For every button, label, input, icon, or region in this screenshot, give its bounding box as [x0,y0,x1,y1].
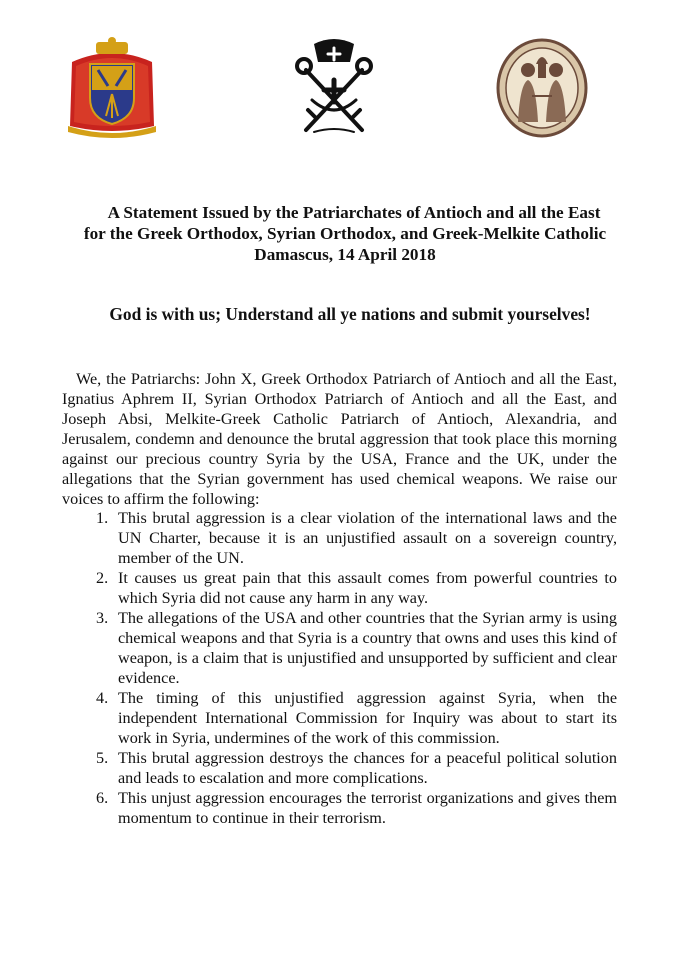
list-item [96,568,617,608]
points-list [96,508,617,828]
statement-title [60,202,630,265]
crowned-shield-icon [68,37,156,138]
list-text: This unjust aggression encourages the terrorist organizations and gives them momentum to continue in their terrorism. [118,789,617,827]
list-text: This brutal aggression is a clear violation of the international laws and the UN Charter, because it is an unjustified assault on a sovereign country, member of the UN. [118,509,617,567]
list-item [96,788,617,828]
list-number: 1. [96,509,109,527]
list-item [96,608,617,688]
list-item [96,688,617,748]
crossed-keys-mitre-icon [297,39,371,132]
title-line-1: A Statement Issued by the Patriarchates of Antioch and all the East [107,203,601,222]
melkite-catholic-seal [492,36,592,140]
list-text: It causes us great pain that this assault comes from powerful countries to which Syria did not cause any harm in any way. [118,569,617,607]
emblem-row [0,36,679,146]
title-line-2: for the Greek Orthodox, Syrian Orthodox, and Greek-Melkite Catholic [83,224,607,243]
list-item [96,748,617,788]
list-number: 4. [96,689,109,707]
intro-paragraph: We, the Patriarchs: John X, Greek Orthodox Patriarch of Antioch and all the East, Ignatius Aphrem II, Syrian Orthodox Patriarch of Antioch and all the East, and Joseph Absi, Melkite-Greek Catholic Patriarch of Antioch, Alexandria, and Jerusalem, condemn and denounce the brutal aggression that took place this morning against our precious country Syria by the USA, France and the UK, under the allegations that the Syrian government has used chemical weapons. We raise our voices to affirm the following: [62,370,617,508]
list-item [96,508,617,568]
syriac-orthodox-emblem [284,36,384,140]
list-text: The allegations of the USA and other countries that the Syrian army is using chemical weapons and that Syria is a country that owns and uses this kind of weapon, is a claim that is unjustified and unsupported by sufficient and clear evidence. [118,609,617,687]
list-number: 2. [96,569,109,587]
list-text: This brutal aggression destroys the chances for a peaceful political solution and leads to escalation and more complications. [118,749,617,787]
apostles-seal-icon [498,40,586,136]
list-number: 5. [96,749,109,767]
list-number: 3. [96,609,109,627]
list-text: The timing of this unjustified aggression against Syria, when the independent International Commission for Inquiry was about to start its work in Syria, undermines of the work of this commission. [118,689,617,747]
greek-orthodox-coat-of-arms [62,36,162,140]
list-number: 6. [96,789,109,807]
title-date-line: Damascus, 14 April 2018 [254,245,436,264]
motto: God is with us; Understand all ye nations and submit yourselves! [109,304,591,324]
